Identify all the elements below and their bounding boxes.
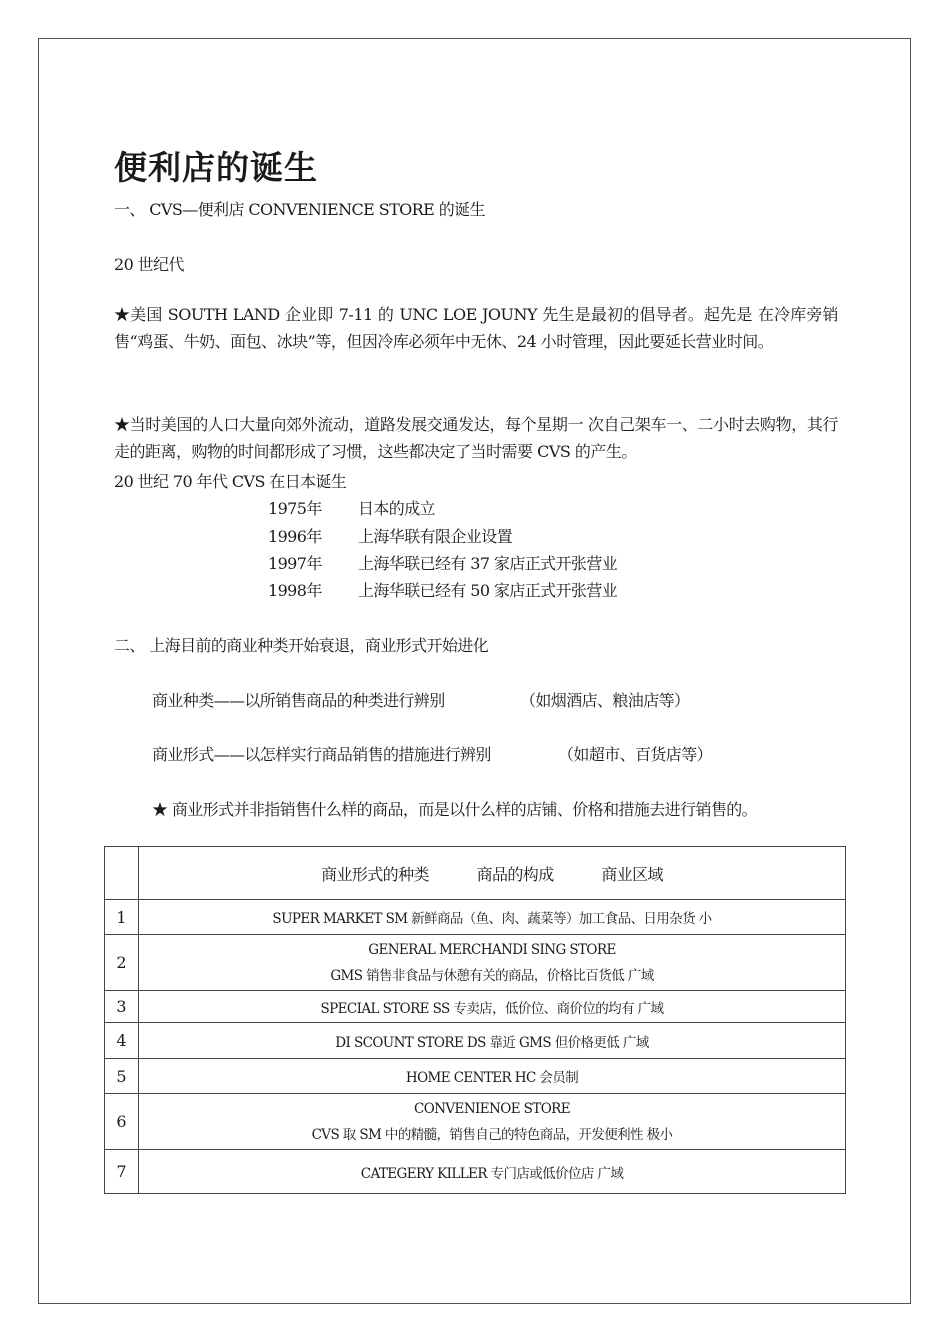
table-row	[105, 1150, 846, 1194]
table-row	[105, 1059, 846, 1094]
page-title: 便利店的诞生	[114, 148, 318, 187]
timeline-year: 1996年	[268, 527, 322, 546]
row-line: GENERAL MERCHANDI SING STORE	[368, 941, 616, 958]
paragraph-suburban: ★当时美国的人口大量向郊外流动，道路发展交通发达，每个星期一 次自己架车一、二小时去购物，其行走的距离，购物的时间都形成了习惯，这些都决定了当时需要 CVS 的产生。	[114, 415, 838, 461]
row-line: DI SCOUNT STORE DS 靠近 GMS 但价格更低 广域	[335, 1034, 649, 1051]
timeline-event: 日本的成立	[358, 499, 436, 518]
row-number: 2	[105, 935, 139, 991]
japan-line: 20 世纪 70 年代 CVS 在日本诞生	[114, 472, 347, 491]
header-format-type: 商业形式的种类	[321, 864, 429, 884]
table-row	[105, 1094, 846, 1150]
table-row	[105, 900, 846, 935]
row-number: 6	[105, 1094, 139, 1150]
header-composition: 商品的构成	[476, 864, 554, 884]
row-line: SUPER MARKET SM 新鲜商品（鱼、肉、蔬菜等）加工食品、日用杂货 小	[272, 911, 712, 927]
row-content	[139, 991, 846, 1023]
row-line: GMS 销售非食品与休憩有关的商品，价格比百货低 广域	[330, 967, 654, 984]
row-content	[139, 900, 846, 935]
format-note: ★ 商业形式并非指销售什么样的商品，而是以什么样的店铺、价格和措施去进行销售的。	[152, 800, 758, 819]
timeline-event: 上海华联已经有 50 家店正式开张营业	[358, 581, 618, 600]
section2-heading: 二、 上海目前的商业种类开始衰退，商业形式开始进化	[114, 636, 489, 655]
section1-heading: 一、 CVS—便利店 CONVENIENCE STORE 的诞生	[114, 200, 485, 219]
row-number: 7	[105, 1150, 139, 1194]
row-content	[139, 1094, 846, 1150]
row-line: HOME CENTER HC 会员制	[405, 1070, 579, 1086]
timeline-year: 1997年	[268, 554, 322, 573]
row-content	[139, 1023, 846, 1059]
table-header-cell	[139, 847, 846, 900]
paragraph-origin: ★美国 SOUTH LAND 企业即 7-11 的 UNC LOE JOUNY 先生是最初的倡导者。起先是 在冷库旁销售“鸡蛋、牛奶、面包、冰块”等，但因冷库必须年中无休、24 小时管理，因此要延长营业时间。	[114, 305, 838, 351]
table-row	[105, 1023, 846, 1059]
definition-category-example: （如烟酒店、粮油店等）	[520, 691, 690, 710]
definition-format-example: （如超市、百货店等）	[558, 745, 713, 764]
table-row	[105, 991, 846, 1023]
row-number: 3	[105, 991, 139, 1023]
row-line: CVS 取 SM 中的精髓，销售自己的特色商品，开发便利性 极小	[311, 1126, 673, 1143]
timeline-event: 上海华联已经有 37 家店正式开张营业	[358, 554, 618, 573]
definition-format: 商业形式——以怎样实行商品销售的措施进行辨别	[152, 745, 491, 764]
row-number: 1	[105, 900, 139, 935]
store-format-table	[104, 846, 846, 1194]
row-number: 4	[105, 1023, 139, 1059]
timeline-year: 1998年	[268, 581, 322, 600]
table-row	[105, 935, 846, 991]
header-trade-area: 商业区域	[601, 864, 663, 884]
definition-category: 商业种类——以所销售商品的种类进行辨别	[152, 691, 445, 710]
row-content	[139, 935, 846, 991]
table-corner-cell	[105, 847, 139, 900]
table-header-row	[105, 847, 846, 900]
timeline-year: 1975年	[268, 499, 322, 518]
row-line: CATEGERY KILLER 专门店或低价位店 广域	[360, 1165, 624, 1182]
row-line: CONVENIENOE STORE	[414, 1100, 570, 1117]
century-label: 20 世纪代	[114, 255, 184, 274]
row-content	[139, 1059, 846, 1094]
row-content	[139, 1150, 846, 1194]
row-number: 5	[105, 1059, 139, 1094]
timeline-event: 上海华联有限企业设置	[358, 527, 513, 546]
row-line: SPECIAL STORE SS 专卖店，低价位、商价位的均有 广域	[320, 1000, 664, 1017]
